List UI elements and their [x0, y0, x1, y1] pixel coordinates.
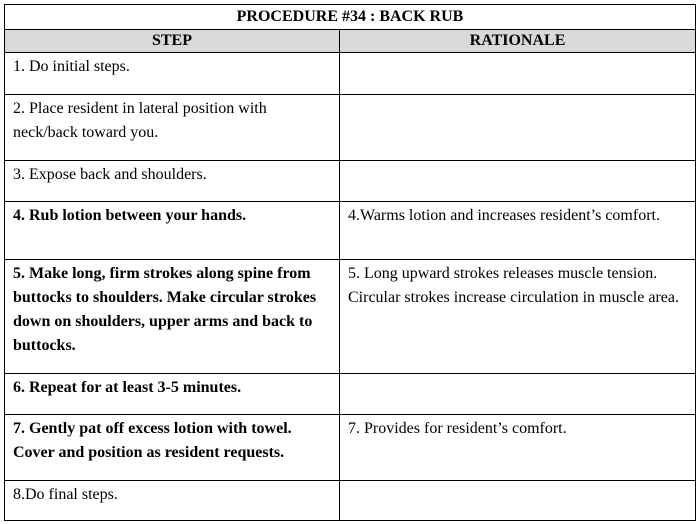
- rationale-column-header: RATIONALE: [340, 30, 696, 53]
- table-row: [5, 53, 696, 95]
- step-cell: 5. Make long, firm strokes along spine from buttocks to shoulders. Make circular strokes down on shoulders, upper arms and back to buttocks.: [5, 260, 340, 374]
- rationale-cell: 7. Provides for resident’s comfort.: [340, 415, 696, 481]
- table-row: [5, 415, 696, 481]
- step-cell: 1. Do initial steps.: [5, 53, 340, 95]
- table-row: [5, 374, 696, 415]
- procedure-title: PROCEDURE #34 : BACK RUB: [5, 5, 696, 30]
- rationale-cell: [340, 374, 696, 415]
- table-row: [5, 95, 696, 161]
- step-cell: 6. Repeat for at least 3-5 minutes.: [5, 374, 340, 415]
- table-row: [5, 161, 696, 202]
- procedure-table: [4, 4, 696, 521]
- rationale-cell: 5. Long upward strokes releases muscle tension. Circular strokes increase circulation in muscle area.: [340, 260, 696, 374]
- title-row: [5, 5, 696, 30]
- table-row: [5, 481, 696, 521]
- step-column-header: STEP: [5, 30, 340, 53]
- table-row: [5, 202, 696, 260]
- table-row: [5, 260, 696, 374]
- rationale-cell: [340, 53, 696, 95]
- header-row: [5, 30, 696, 53]
- rationale-cell: 4.Warms lotion and increases resident’s comfort.: [340, 202, 696, 260]
- step-cell: 7. Gently pat off excess lotion with towel. Cover and position as resident requests.: [5, 415, 340, 481]
- step-cell: 3. Expose back and shoulders.: [5, 161, 340, 202]
- rationale-cell: [340, 481, 696, 521]
- step-cell: 2. Place resident in lateral position with neck/back toward you.: [5, 95, 340, 161]
- step-cell: 8.Do final steps.: [5, 481, 340, 521]
- rationale-cell: [340, 95, 696, 161]
- rationale-cell: [340, 161, 696, 202]
- step-cell: 4. Rub lotion between your hands.: [5, 202, 340, 260]
